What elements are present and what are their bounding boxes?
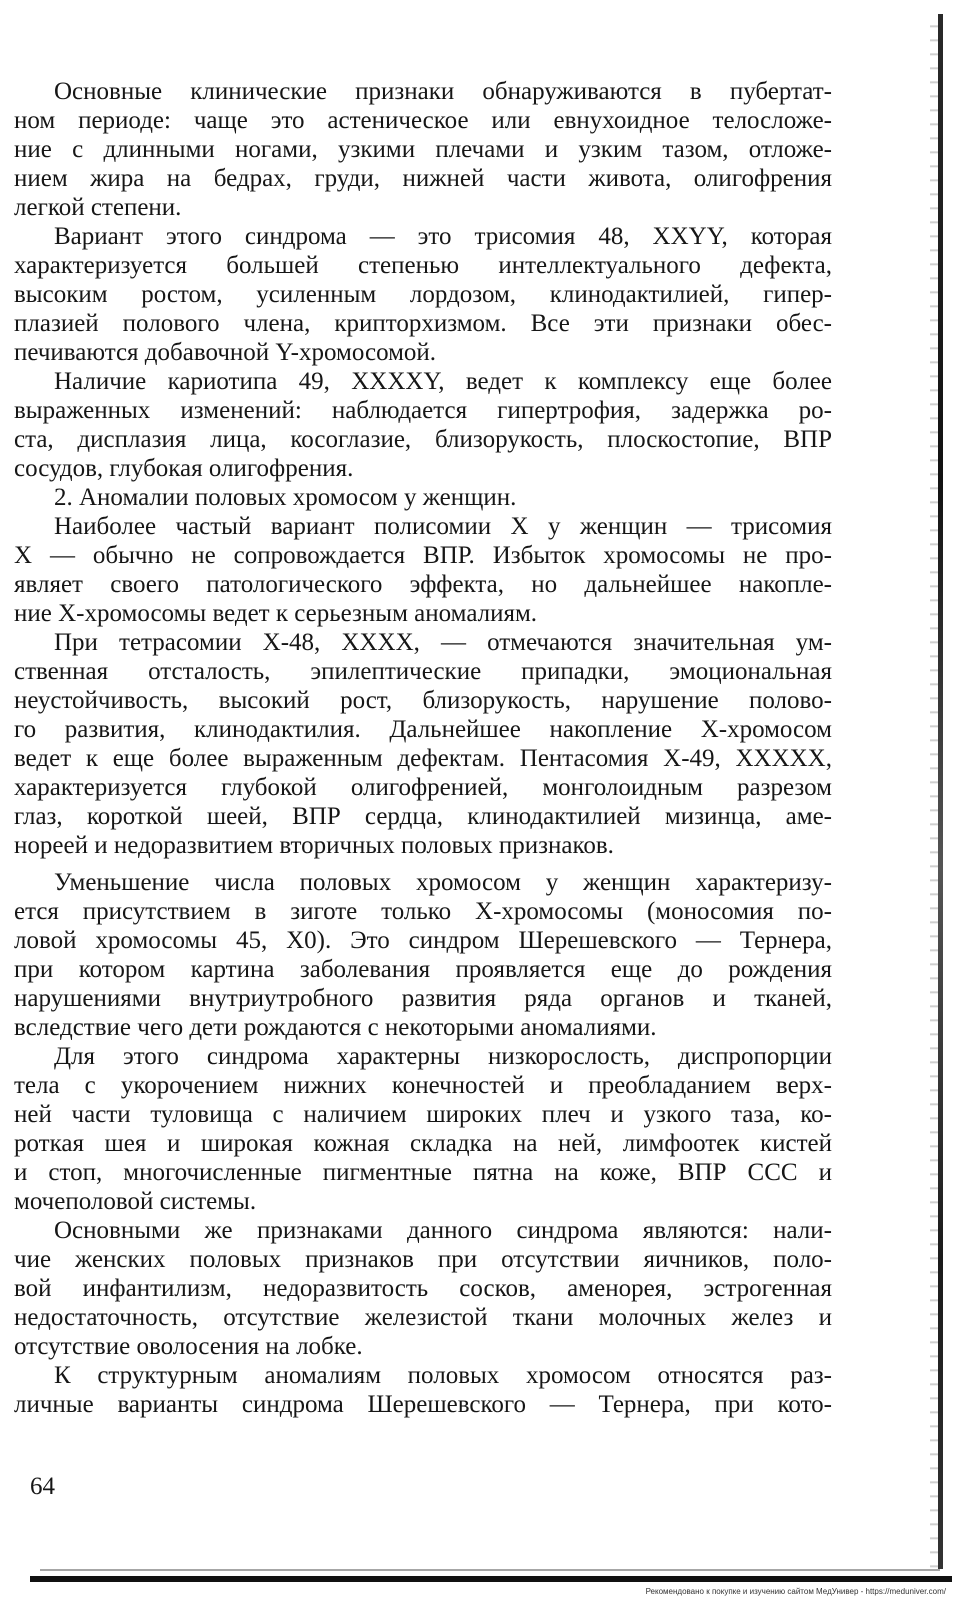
text-line: Основные клинические признаки обнаруживаются в пубертат- xyxy=(54,78,832,105)
text-line: при котором картина заболевания проявляется еще до рождения xyxy=(14,956,832,983)
text-line: Наличие кариотипа 49, XXXXY, ведет к комплексу еще более xyxy=(54,368,832,395)
text-line: При тетрасомии X-48, XXXX, — отмечаются значительная ум- xyxy=(54,629,832,656)
text-line: Уменьшение числа половых хромосом у женщин характеризу- xyxy=(54,869,832,896)
text-line: Наиболее частый вариант полисомии X у женщин — трисомия xyxy=(54,513,832,540)
text-line: ном периоде: чаще это астеническое или евнухоидное телосложе- xyxy=(14,107,832,134)
text-line: вой инфантилизм, недоразвитость сосков, аменорея, эстрогенная xyxy=(14,1275,832,1302)
text-line: ние с длинными ногами, узкими плечами и узким тазом, отложе- xyxy=(14,136,832,163)
text-line: нарушениями внутриутробного развития ряда органов и тканей, xyxy=(14,985,832,1012)
page-number: 64 xyxy=(30,1473,55,1500)
text-line: и стоп, многочисленные пигментные пятна на коже, ВПР ССС и xyxy=(14,1159,832,1186)
text-line: нием жира на бедрах, груди, нижней части живота, олигофрения xyxy=(14,165,832,192)
text-line: роткая шея и широкая кожная складка на ней, лимфоотек кистей xyxy=(14,1130,832,1157)
text-line: отсутствие оволосения на лобке. xyxy=(14,1333,363,1360)
section-heading: 2. Аномалии половых хромосом у женщин. xyxy=(54,484,517,511)
text-line: мочеполовой системы. xyxy=(14,1188,257,1215)
text-line: ведет к еще более выраженным дефектам. Пентасомия X-49, XXXXX, xyxy=(14,745,832,772)
text-line: печиваются добавочной Y-хромосомой. xyxy=(14,339,437,366)
text-line: выраженных изменений: наблюдается гипертрофия, задержка ро- xyxy=(14,397,832,424)
text-line: сосудов, глубокая олигофрения. xyxy=(14,455,354,482)
text-line: высоким ростом, усиленным лордозом, клинодактилией, гипер- xyxy=(14,281,832,308)
text-line: К структурным аномалиям половых хромосом относятся раз- xyxy=(54,1362,832,1389)
footer-note: Рекомендовано к покупке и изучению сайтом МедУнивер - https://meduniver.com/ xyxy=(645,1587,946,1596)
text-line: ста, дисплазия лица, косоглазие, близорукость, плоскостопие, ВПР xyxy=(14,426,832,453)
text-line: личные варианты синдрома Шерешевского — Тернера, при кото- xyxy=(14,1391,832,1418)
text-line: нореей и недоразвитием вторичных половых признаков. xyxy=(14,832,614,859)
text-line: неустойчивость, высокий рост, близорукость, нарушение полово- xyxy=(14,687,832,714)
text-line: го развития, клинодактилия. Дальнейшее накопление X-хромосом xyxy=(14,716,832,743)
text-line: ственная отсталость, эпилептические припадки, эмоциональная xyxy=(14,658,832,685)
text-line: ние X-хромосомы ведет к серьезным аномалиям. xyxy=(14,600,538,627)
bottom-edge xyxy=(30,1576,952,1582)
text-line: недостаточность, отсутствие железистой ткани молочных желез и xyxy=(14,1304,832,1331)
text-line: ней части туловища с наличием широких плеч и узкого таза, ко- xyxy=(14,1101,832,1128)
text-line: тела с укорочением нижних конечностей и преобладанием верх- xyxy=(14,1072,832,1099)
text-line: плазией полового члена, крипторхизмом. Все эти признаки обес- xyxy=(14,310,832,337)
binding-edge xyxy=(938,14,943,1569)
text-line: ловой хромосомы 45, X0). Это синдром Шерешевского — Тернера, xyxy=(14,927,832,954)
text-line: глаз, короткой шеей, ВПР сердца, клинодактилией мизинца, аме- xyxy=(14,803,832,830)
text-line: легкой степени. xyxy=(14,194,182,221)
text-line: Основными же признаками данного синдрома являются: нали- xyxy=(54,1217,832,1244)
text-line: являет своего патологического эффекта, но дальнейшее накопле- xyxy=(14,571,832,598)
bottom-shadow xyxy=(40,1569,940,1571)
text-line: X — обычно не сопровождается ВПР. Избыток хромосомы не про- xyxy=(14,542,832,569)
text-line: Вариант этого синдрома — это трисомия 48, XXYY, которая xyxy=(54,223,832,250)
text-line: вследствие чего дети рождаются с некоторыми аномалиями. xyxy=(14,1014,657,1041)
text-line: Для этого синдрома характерны низкорослость, диспропорции xyxy=(54,1043,832,1070)
text-line: чие женских половых признаков при отсутствии яичников, поло- xyxy=(14,1246,832,1273)
text-line: характеризуется глубокой олигофренией, монголоидным разрезом xyxy=(14,774,832,801)
binding-shadow xyxy=(930,14,938,1569)
text-line: характеризуется большей степенью интеллектуального дефекта, xyxy=(14,252,832,279)
text-line: ется присутствием в зиготе только X-хромосомы (моносомия по- xyxy=(14,898,832,925)
